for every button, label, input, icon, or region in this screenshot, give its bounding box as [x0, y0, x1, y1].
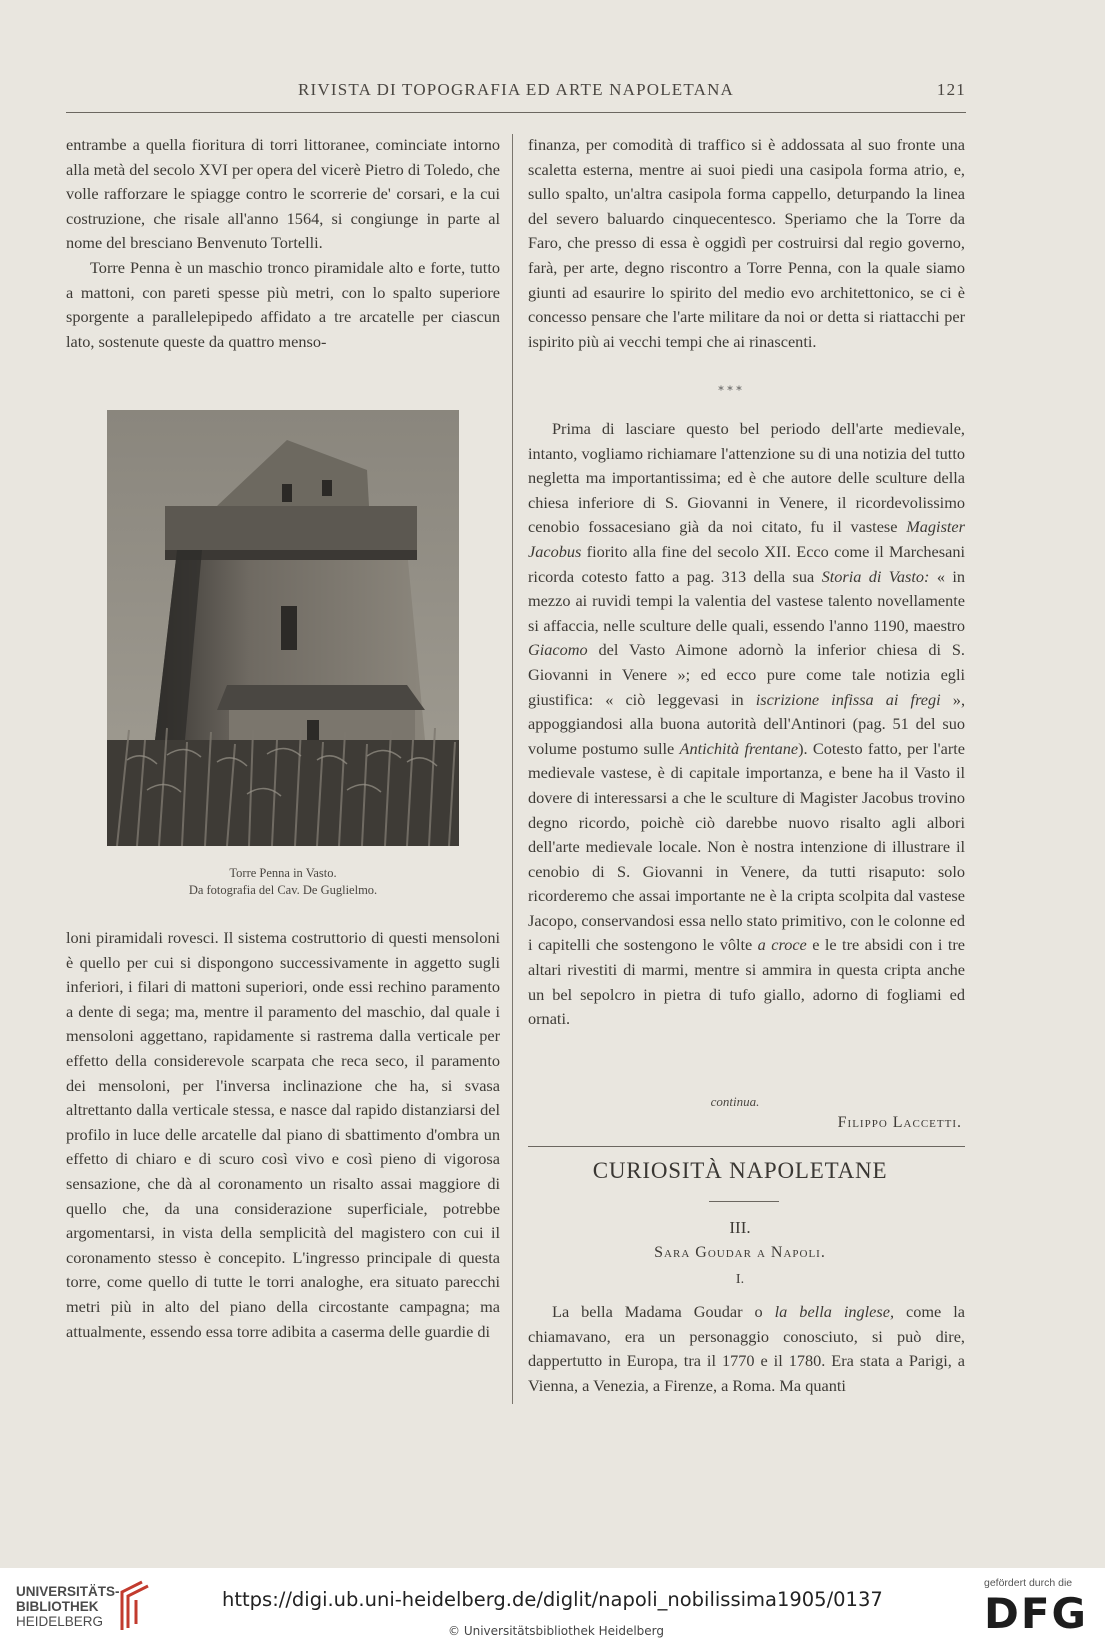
text-run: del Vasto Aimone adornò la inferior chiesa di S. Giovanni in Venere »; ed ecco pure come tale notizia egli giustifica: « ciò leggevasi in — [528, 640, 965, 709]
section-numeral: III. — [729, 1218, 751, 1237]
paragraph: finanza, per comodità di traffico si è addossata al suo fronte una scaletta esterna, mentre ai suoi piedi una casipola forma atrio, e, sullo spalto, un'altra casipola forma cappello, deturpando la linea del severo baluardo cinquecentesco. Speriamo che la Torre da Faro, che presso di essa è oggidì per costruirsi dal regio governo, farà, per arte, degno riscontro a Torre Penna, con la quale siamo giunti ad esaurire lo spirito del medio evo architettonico, se ci è concesso pensare che l'arte militare da noi or detta si riattacchi per ispirito più ai vecchi tempi che ai rinascenti. — [528, 135, 965, 351]
paragraph — [528, 417, 965, 1032]
figure-caption — [100, 865, 466, 899]
text-run: come la chiamavano, era un personaggio conosciuto, si può dire, dappertutto in Europa, tra il 1770 e il 1780. Era stata a Parigi, a Vienna, a Venezia, a Firenze, a Roma. Ma quanti — [528, 1302, 966, 1395]
column-divider — [512, 134, 513, 1404]
continua-note: continua. — [710, 1094, 760, 1109]
section-title: CURIOSITÀ NAPOLETANE — [592, 1158, 888, 1183]
text-run: », appoggiandosi alla buona autorità dell'Antinori (pag. 51 del suo volume postumo sulle — [528, 689, 966, 758]
subsection-numeral: I. — [735, 1272, 745, 1287]
text-run: La bella Madama Goudar o — [552, 1302, 775, 1321]
tower-photograph — [107, 410, 459, 846]
header-rule — [66, 112, 966, 113]
left-column-bottom — [66, 926, 500, 1344]
text-run: Prima di lasciare questo bel periodo dell'arte medievale, intanto, vogliamo richiamare l'attenzione su di una notizia del tutto negletta ma importantissima; ed è che autore delle sculture della chiesa inferiore di S. Giovanni in Venere, il ricordevolissimo cenobio fossacesiano già da noi citato, fu il vastese — [528, 419, 965, 537]
text-run-italic: Giacomo — [528, 640, 588, 660]
page-number: 121 — [936, 80, 966, 99]
text-run-italic: Magister Jacobus — [528, 517, 965, 561]
left-column-top — [66, 133, 500, 354]
title-underline — [709, 1201, 779, 1202]
text-run-italic: la bella inglese, — [774, 1302, 895, 1321]
article-subtitle: Sara Goudar a Napoli. — [654, 1244, 826, 1261]
right-column-middle — [528, 417, 965, 1032]
dfg-logo[interactable]: DFG — [984, 1589, 1089, 1638]
tower-illustration — [107, 410, 459, 846]
caption-line: Torre Penna in Vasto. — [229, 866, 337, 880]
paragraph: loni piramidali rovesci. Il sistema costruttorio di questi mensoloni è quello per cui si dispongono successivamente in aggetto sugli inferiori, i filari di mattoni superiori, onde essi rechino paramento a dente di sega; ma, mentre il paramento del maschio, dal quale i mensoloni aggettano, rapidamente si rastrema dalla verticale per effetto della considerevole scarpata che reca seco, il paramento dei mensoloni, per l'inversa inclinazione che ha, si svasa altrettanto dalla verticale stessa, e nasce dal rapido distanziarsi del profilo in luce delle arcatelle dal piano di sbattimento d'ombra un effetto di chiaro e di scuro così vivo e così pieno di vigorosa sensazione, che dà al coronamento un risalto assai maggiore di quello che, da una considerazione superficiale, potrebbe argomentarsi, in vista della semplicità del magistero con cui il coronamento stesso è concepito. L'ingresso principale di questa torre, come quello di tutte le torri analoghe, era situato parecchi metri più in alto del piano della circostante campagna; ma attualmente, essendo essa torre adibita a caserma delle guardie di — [66, 928, 500, 1341]
permalink-url[interactable]: https://digi.ub.uni-heidelberg.de/diglit/napoli_nobilissima1905/0137 — [222, 1588, 883, 1611]
running-head — [66, 78, 966, 104]
text-run: « in mezzo ai ruvidi tempi la valentia del vastese talento novellamente si affaccia, nelle sculture delle quali, essendo l'anno 1190, maestro — [528, 566, 966, 635]
author-signature: Filippo Laccetti. — [837, 1114, 962, 1131]
text-run-italic: iscrizione infissa ai fregi — [755, 689, 941, 709]
journal-title: RIVISTA DI TOPOGRAFIA ED ARTE NAPOLETANA — [297, 80, 735, 99]
copyright-notice: © Universitätsbibliothek Heidelberg — [448, 1624, 665, 1638]
paragraph: Torre Penna è un maschio tronco piramidale alto e forte, tutto a mattoni, con pareti spesse più metri, con lo spalto superiore sporgente a parallelepipedo affidato a tre arcatelle per ciascun lato, sostenute queste da quattro menso- — [66, 257, 500, 351]
right-column-bottom — [528, 1300, 965, 1398]
paragraph — [528, 1300, 965, 1398]
caption-line: Da fotografia del Cav. De Guglielmo. — [188, 883, 378, 897]
funding-note: gefördert durch die — [984, 1577, 1073, 1589]
paragraph: entrambe a quella fioritura di torri littoranee, cominciate intorno alla metà del secolo XVI per opera del vicerè Pietro di Toledo, che volle rafforzare le spiagge contro le scorrerie de' corsari, e la cui costruzione, che risale all'anno 1564, si congiunge in parte al nome del bresciano Benvenuto Tortelli. — [66, 135, 500, 253]
library-line: HEIDELBERG — [16, 1614, 104, 1629]
library-line: UNIVERSITÄTS- — [16, 1584, 120, 1599]
section-break-stars: * * * — [718, 384, 742, 397]
text-run-italic: a croce — [757, 935, 807, 955]
text-run: ). Cotesto fatto, per l'arte medievale vastese, è di capitale importanza, e bene ha il Vasto il dovere di interessarsi a che le sculture di Magister Jacobus trovino degno ricordo, poichè ciò darebbe nuovo risalto agli albori dell'arte medievale locale. Non è nostra intenzione di illustrare il cenobio di S. Giovanni in Venere, da tutti risaputo: solo ricorderemo che assai importante ne è la cripta scolpita dal vastese Jacopo, conservandosi essa nello stato primitivo, con le colonne ed i capitelli che sostengono le vôlte — [528, 738, 966, 955]
right-column-top — [528, 133, 965, 354]
section-rule — [528, 1146, 965, 1147]
library-name[interactable] — [16, 1584, 120, 1629]
library-line: BIBLIOTHEK — [16, 1599, 99, 1614]
text-run: e le tre absidi con i tre altari rivestiti di marmi, mentre si ammira in questa cripta anche un bel sepolcro in pietra di tufo giallo, adorno di fogliami ed ornati. — [528, 935, 966, 1029]
text-run-italic: Antichità frentane — [679, 738, 799, 758]
text-run: fiorito alla fine del secolo XII. Ecco come il Marchesani ricorda cotesto fatto a pag. 313 della sua — [528, 541, 965, 586]
text-run-italic: Storia di Vasto: — [821, 566, 930, 586]
